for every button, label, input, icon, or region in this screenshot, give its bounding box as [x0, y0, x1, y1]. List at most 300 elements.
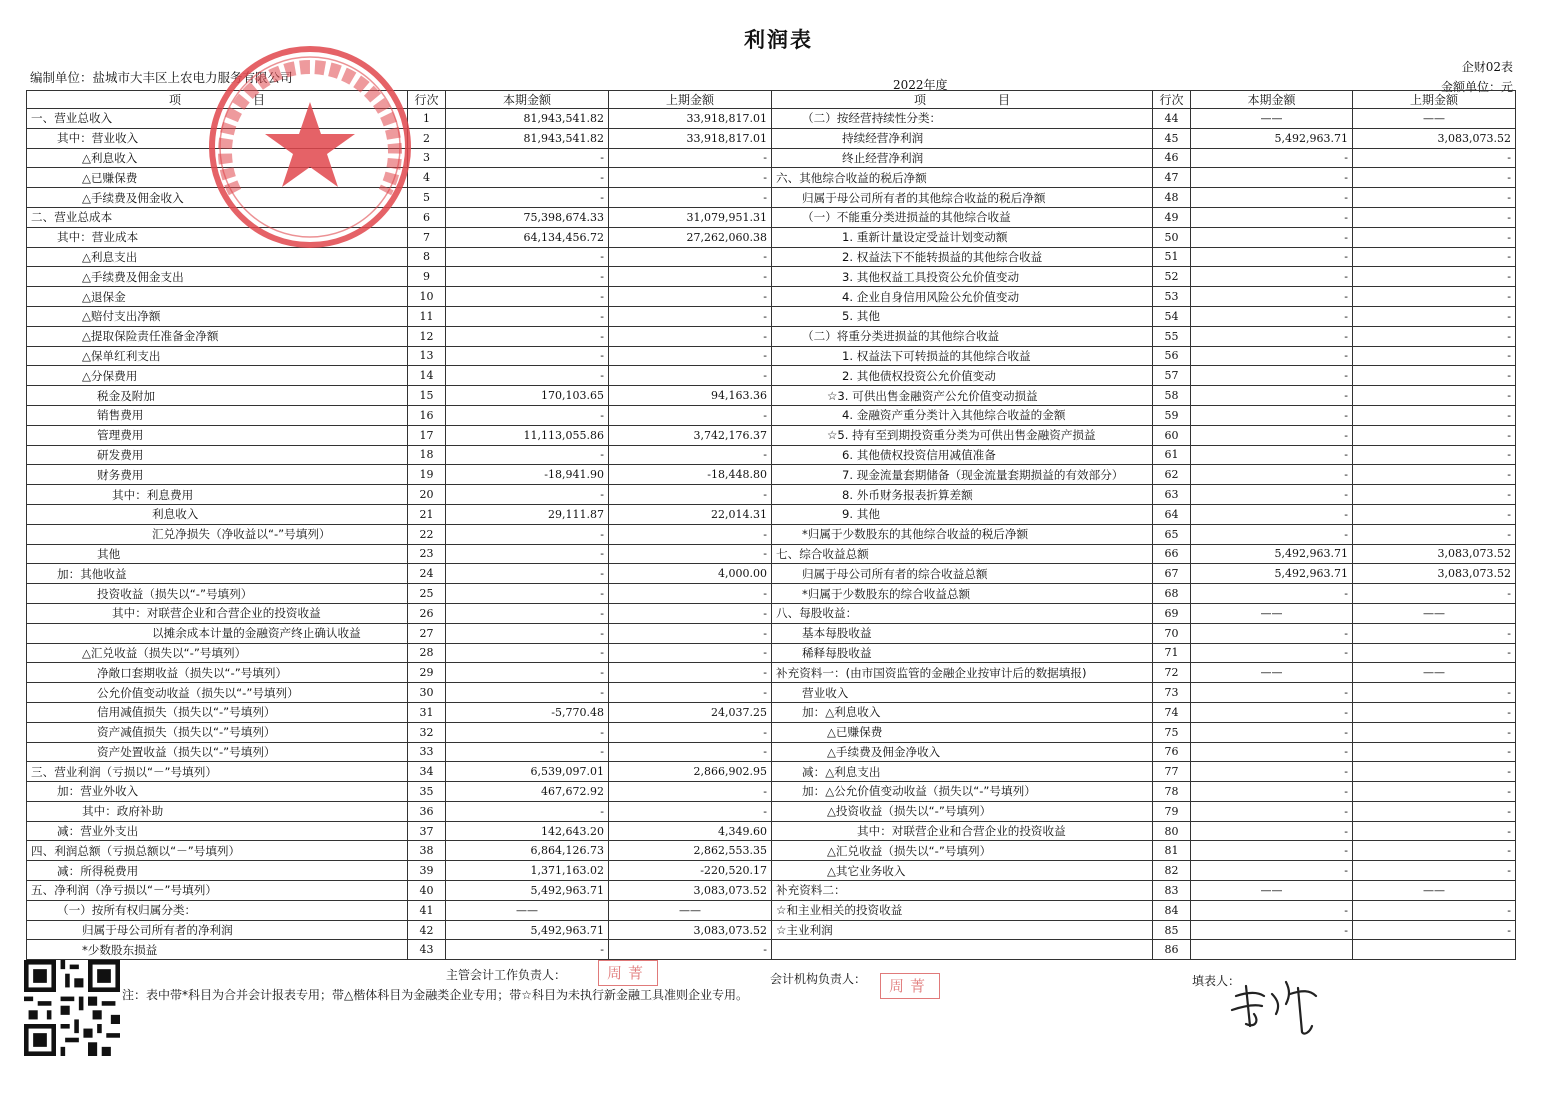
row-item: 其中：营业成本: [27, 227, 408, 247]
table-row: [772, 247, 1516, 267]
row-prior: -: [1353, 861, 1516, 881]
row-line: 64: [1153, 504, 1191, 524]
row-line: 9: [408, 267, 446, 287]
row-prior: 94,163.36: [609, 386, 772, 406]
row-line: 20: [408, 485, 446, 505]
row-current: -: [1191, 168, 1353, 188]
row-item: △手续费及佣金收入: [27, 188, 408, 208]
row-current: -: [1191, 148, 1353, 168]
row-current: 142,643.20: [446, 821, 609, 841]
row-prior: -18,448.80: [609, 465, 772, 485]
row-current: -: [446, 326, 609, 346]
row-item: *归属于少数股东的综合收益总额: [772, 584, 1153, 604]
row-prior: -: [609, 663, 772, 683]
table-row: [772, 564, 1516, 584]
row-current: -: [1191, 742, 1353, 762]
accounting-head-stamp: 周菁: [880, 973, 940, 999]
row-current: ——: [1191, 881, 1353, 901]
row-current: -: [1191, 623, 1353, 643]
row-current: -: [1191, 722, 1353, 742]
row-item: 六、其他综合收益的税后净额: [772, 168, 1153, 188]
table-row: [772, 287, 1516, 307]
row-line: 6: [408, 207, 446, 227]
table-row: [27, 702, 772, 722]
row-prior: -: [609, 782, 772, 802]
row-item: 四、利润总额（亏损总额以“－”号填列）: [27, 841, 408, 861]
table-row: [27, 544, 772, 564]
row-current: -: [1191, 207, 1353, 227]
row-prior: -: [609, 544, 772, 564]
row-current: -: [446, 366, 609, 386]
row-line: 86: [1153, 940, 1191, 960]
row-current: -: [446, 247, 609, 267]
row-item: 归属于母公司所有者的综合收益总额: [772, 564, 1153, 584]
header-row: [772, 91, 1516, 109]
row-prior: -: [609, 722, 772, 742]
row-current: -: [1191, 900, 1353, 920]
row-line: 83: [1153, 881, 1191, 901]
table-row: [772, 326, 1516, 346]
row-line: 5: [408, 188, 446, 208]
table-row: [772, 663, 1516, 683]
row-current: -: [1191, 762, 1353, 782]
row-line: 58: [1153, 386, 1191, 406]
row-prior: -: [609, 148, 772, 168]
table-row: [27, 900, 772, 920]
row-current: 467,672.92: [446, 782, 609, 802]
row-item: 其中：对联营企业和合营企业的投资收益: [772, 821, 1153, 841]
row-current: -: [1191, 188, 1353, 208]
col-line: 行次: [1153, 91, 1191, 109]
row-current: -: [446, 445, 609, 465]
row-item: 8. 外币财务报表折算差额: [772, 485, 1153, 505]
row-line: 17: [408, 425, 446, 445]
table-row: [772, 861, 1516, 881]
row-current: -: [1191, 445, 1353, 465]
row-prior: -: [1353, 900, 1516, 920]
row-line: 19: [408, 465, 446, 485]
row-item: △利息支出: [27, 247, 408, 267]
row-item: 3. 其他权益工具投资公允价值变动: [772, 267, 1153, 287]
row-item: 加：△公允价值变动收益（损失以“-”号填列）: [772, 782, 1153, 802]
table-row: [772, 801, 1516, 821]
table-row: [772, 881, 1516, 901]
row-line: 49: [1153, 207, 1191, 227]
table-row: [772, 425, 1516, 445]
row-item: 1. 重新计量设定受益计划变动额: [772, 227, 1153, 247]
row-item: △汇兑收益（损失以“-”号填列）: [27, 643, 408, 663]
row-current: ——: [1191, 109, 1353, 129]
row-current: -: [446, 524, 609, 544]
row-current: -: [1191, 920, 1353, 940]
row-prior: -: [609, 168, 772, 188]
row-prior: 3,083,073.52: [1353, 128, 1516, 148]
row-prior: 31,079,951.31: [609, 207, 772, 227]
row-prior: -: [1353, 267, 1516, 287]
preparer-label: 填表人：: [1192, 974, 1241, 988]
row-current: -: [1191, 504, 1353, 524]
row-line: 65: [1153, 524, 1191, 544]
row-current: -: [1191, 366, 1353, 386]
reporting-entity: 编制单位：盐城市大丰区上农电力服务有限公司: [30, 70, 293, 85]
table-row: [772, 524, 1516, 544]
table-row: [27, 623, 772, 643]
row-item: 归属于母公司所有者的净利润: [27, 920, 408, 940]
row-current: -: [1191, 227, 1353, 247]
row-item: 7. 现金流量套期储备（现金流量套期损益的有效部分）: [772, 465, 1153, 485]
row-item: 资产减值损失（损失以“-”号填列）: [27, 722, 408, 742]
table-row: [27, 287, 772, 307]
row-current: -: [446, 643, 609, 663]
row-current: -: [446, 287, 609, 307]
row-line: 27: [408, 623, 446, 643]
row-item: △其它业务收入: [772, 861, 1153, 881]
row-prior: -: [1353, 742, 1516, 762]
row-item: ☆3. 可供出售金融资产公允价值变动损益: [772, 386, 1153, 406]
row-current: -: [1191, 306, 1353, 326]
table-row: [772, 603, 1516, 623]
table-row: [772, 465, 1516, 485]
row-prior: -: [1353, 148, 1516, 168]
col-current: 本期金额: [1191, 91, 1353, 109]
row-line: 11: [408, 306, 446, 326]
row-line: 40: [408, 881, 446, 901]
table-row: [27, 584, 772, 604]
table-row: [27, 405, 772, 425]
table-row: [772, 683, 1516, 703]
row-prior: -: [609, 346, 772, 366]
col-item: 项 目: [27, 91, 408, 109]
row-line: 50: [1153, 227, 1191, 247]
row-prior: -: [1353, 465, 1516, 485]
row-line: 29: [408, 663, 446, 683]
row-item: *归属于少数股东的其他综合收益的税后净额: [772, 524, 1153, 544]
row-item: △提取保险责任准备金净额: [27, 326, 408, 346]
row-current: -: [446, 801, 609, 821]
row-line: 69: [1153, 603, 1191, 623]
qr-code: [24, 960, 120, 1056]
row-current: 81,943,541.82: [446, 109, 609, 129]
table-row: [772, 386, 1516, 406]
row-line: 56: [1153, 346, 1191, 366]
row-prior: -: [609, 188, 772, 208]
row-prior: 4,349.60: [609, 821, 772, 841]
table-row: [27, 821, 772, 841]
row-line: 60: [1153, 425, 1191, 445]
row-prior: -: [609, 584, 772, 604]
row-line: 80: [1153, 821, 1191, 841]
row-current: -: [1191, 841, 1353, 861]
row-item: ☆5. 持有至到期投资重分类为可供出售金融资产损益: [772, 425, 1153, 445]
row-prior: -: [1353, 702, 1516, 722]
row-line: 8: [408, 247, 446, 267]
row-current: -: [1191, 247, 1353, 267]
row-prior: 33,918,817.01: [609, 128, 772, 148]
row-item: △投资收益（损失以“-”号填列）: [772, 801, 1153, 821]
row-line: 21: [408, 504, 446, 524]
row-prior: -: [1353, 623, 1516, 643]
row-current: -: [1191, 346, 1353, 366]
row-item: △手续费及佣金净收入: [772, 742, 1153, 762]
table-row: [772, 188, 1516, 208]
row-current: 6,864,126.73: [446, 841, 609, 861]
row-current: 64,134,456.72: [446, 227, 609, 247]
row-prior: -: [1353, 504, 1516, 524]
row-item: ☆主业利润: [772, 920, 1153, 940]
row-line: 85: [1153, 920, 1191, 940]
row-prior: 3,742,176.37: [609, 425, 772, 445]
table-row: [772, 900, 1516, 920]
row-line: 53: [1153, 287, 1191, 307]
table-row: [772, 643, 1516, 663]
row-current: 5,492,963.71: [446, 881, 609, 901]
row-item: 资产处置收益（损失以“-”号填列）: [27, 742, 408, 762]
row-item: 加：营业外收入: [27, 782, 408, 802]
row-prior: -: [1353, 821, 1516, 841]
row-current: 5,492,963.71: [1191, 128, 1353, 148]
row-prior: -: [609, 801, 772, 821]
row-prior: -: [609, 445, 772, 465]
table-row: [27, 940, 772, 960]
row-current: ——: [1191, 603, 1353, 623]
row-line: 77: [1153, 762, 1191, 782]
row-current: 11,113,055.86: [446, 425, 609, 445]
row-current: -: [446, 603, 609, 623]
row-prior: -: [1353, 485, 1516, 505]
table-row: [772, 366, 1516, 386]
row-line: 15: [408, 386, 446, 406]
row-item: 减：所得税费用: [27, 861, 408, 881]
row-item: △汇兑收益（损失以“-”号填列）: [772, 841, 1153, 861]
row-current: -: [446, 564, 609, 584]
row-line: 42: [408, 920, 446, 940]
row-line: 44: [1153, 109, 1191, 129]
row-current: -: [446, 742, 609, 762]
row-line: 78: [1153, 782, 1191, 802]
row-prior: -: [1353, 445, 1516, 465]
row-prior: 22,014.31: [609, 504, 772, 524]
row-current: -: [446, 168, 609, 188]
table-row: [772, 940, 1516, 960]
row-current: -: [1191, 425, 1353, 445]
row-line: 48: [1153, 188, 1191, 208]
row-line: 12: [408, 326, 446, 346]
row-line: 32: [408, 722, 446, 742]
row-item: 4. 企业自身信用风险公允价值变动: [772, 287, 1153, 307]
row-prior: -: [609, 643, 772, 663]
row-current: -: [446, 544, 609, 564]
row-item: 9. 其他: [772, 504, 1153, 524]
row-line: 34: [408, 762, 446, 782]
row-prior: 2,866,902.95: [609, 762, 772, 782]
row-line: 16: [408, 405, 446, 425]
row-item: （一）不能重分类进损益的其他综合收益: [772, 207, 1153, 227]
table-row: [27, 663, 772, 683]
row-item: ☆和主业相关的投资收益: [772, 900, 1153, 920]
table-row: [772, 544, 1516, 564]
row-current: 170,103.65: [446, 386, 609, 406]
row-line: 76: [1153, 742, 1191, 762]
row-item: 补充资料一：(由市国资监管的金融企业按审计后的数据填报): [772, 663, 1153, 683]
row-item: 研发费用: [27, 445, 408, 465]
table-row: [27, 722, 772, 742]
row-current: -: [446, 405, 609, 425]
row-prior: -: [609, 623, 772, 643]
row-prior: -: [1353, 584, 1516, 604]
row-item: （二）按经营持续性分类：: [772, 109, 1153, 129]
row-prior: -: [1353, 920, 1516, 940]
table-row: [772, 821, 1516, 841]
row-item: △退保金: [27, 287, 408, 307]
row-prior: -: [1353, 227, 1516, 247]
table-row: [27, 524, 772, 544]
row-prior: -: [609, 940, 772, 960]
row-line: 46: [1153, 148, 1191, 168]
row-item: 其中：营业收入: [27, 128, 408, 148]
row-item: 加：其他收益: [27, 564, 408, 584]
row-current: -: [446, 188, 609, 208]
row-item: 汇兑净损失（净收益以“-”号填列）: [27, 524, 408, 544]
row-item: △已赚保费: [27, 168, 408, 188]
col-prior: 上期金额: [1353, 91, 1516, 109]
row-current: 81,943,541.82: [446, 128, 609, 148]
table-row: [27, 801, 772, 821]
row-item: 三、营业利润（亏损以“－”号填列）: [27, 762, 408, 782]
chief-accountant-label: 主管会计工作负责人：: [446, 968, 567, 982]
table-row: [772, 782, 1516, 802]
table-row: [27, 683, 772, 703]
row-item: *少数股东损益: [27, 940, 408, 960]
table-row: [772, 207, 1516, 227]
row-item: 加：△利息收入: [772, 702, 1153, 722]
row-line: 26: [408, 603, 446, 623]
row-line: 36: [408, 801, 446, 821]
row-current: -: [1191, 861, 1353, 881]
row-item: 持续经营净利润: [772, 128, 1153, 148]
row-prior: -: [1353, 306, 1516, 326]
row-prior: ——: [1353, 603, 1516, 623]
row-item: △手续费及佣金支出: [27, 267, 408, 287]
row-prior: 27,262,060.38: [609, 227, 772, 247]
row-prior: -: [1353, 207, 1516, 227]
table-row: [772, 267, 1516, 287]
report-year: 2022年度: [893, 78, 948, 92]
row-line: 82: [1153, 861, 1191, 881]
table-row: [772, 306, 1516, 326]
table-row: [772, 346, 1516, 366]
row-item: 1. 权益法下可转损益的其他综合收益: [772, 346, 1153, 366]
row-prior: -: [609, 524, 772, 544]
row-line: 1: [408, 109, 446, 129]
row-line: 67: [1153, 564, 1191, 584]
row-current: 5,492,963.71: [1191, 564, 1353, 584]
accounting-head-label: 会计机构负责人：: [770, 972, 867, 986]
row-prior: -: [1353, 683, 1516, 703]
row-current: -: [1191, 643, 1353, 663]
row-current: -: [1191, 485, 1353, 505]
row-line: 47: [1153, 168, 1191, 188]
row-current: -: [1191, 801, 1353, 821]
row-item: 二、营业总成本: [27, 207, 408, 227]
income-statement-right: [771, 90, 1516, 960]
table-row: [27, 881, 772, 901]
row-item: 七、综合收益总额: [772, 544, 1153, 564]
row-current: -: [1191, 524, 1353, 544]
row-item: 基本每股收益: [772, 623, 1153, 643]
table-row: [772, 485, 1516, 505]
row-line: 28: [408, 643, 446, 663]
footnote: 注：表中带*科目为合并会计报表专用；带△楷体科目为金融类企业专用；带☆科目为未执行新金融工具准则企业专用。: [122, 988, 748, 1002]
row-line: 43: [408, 940, 446, 960]
table-row: [27, 386, 772, 406]
row-current: 6,539,097.01: [446, 762, 609, 782]
row-prior: -: [1353, 326, 1516, 346]
row-line: 81: [1153, 841, 1191, 861]
row-prior: -: [609, 366, 772, 386]
row-item: 五、净利润（净亏损以“－”号填列）: [27, 881, 408, 901]
row-prior: -: [1353, 801, 1516, 821]
row-line: 18: [408, 445, 446, 465]
row-line: 66: [1153, 544, 1191, 564]
row-prior: -: [609, 326, 772, 346]
row-item: [772, 940, 1153, 960]
row-prior: 33,918,817.01: [609, 109, 772, 129]
report-title: 利润表: [744, 28, 813, 52]
col-prior: 上期金额: [609, 91, 772, 109]
row-prior: -220,520.17: [609, 861, 772, 881]
row-current: -: [1191, 465, 1353, 485]
row-line: 79: [1153, 801, 1191, 821]
row-line: 24: [408, 564, 446, 584]
row-item: （二）将重分类进损益的其他综合收益: [772, 326, 1153, 346]
table-row: [27, 841, 772, 861]
row-item: 管理费用: [27, 425, 408, 445]
row-line: 72: [1153, 663, 1191, 683]
row-item: 减：营业外支出: [27, 821, 408, 841]
row-line: 61: [1153, 445, 1191, 465]
table-row: [27, 465, 772, 485]
table-row: [27, 643, 772, 663]
row-prior: -: [609, 306, 772, 326]
row-prior: -: [609, 683, 772, 703]
table-row: [772, 920, 1516, 940]
row-item: 其中：对联营企业和合营企业的投资收益: [27, 603, 408, 623]
col-current: 本期金额: [446, 91, 609, 109]
row-prior: ——: [609, 900, 772, 920]
table-row: [772, 504, 1516, 524]
row-line: 51: [1153, 247, 1191, 267]
table-row: [772, 742, 1516, 762]
table-row: [772, 148, 1516, 168]
row-line: 41: [408, 900, 446, 920]
table-row: [27, 782, 772, 802]
table-row: [27, 742, 772, 762]
row-prior: -: [1353, 782, 1516, 802]
row-line: 13: [408, 346, 446, 366]
row-item: △已赚保费: [772, 722, 1153, 742]
row-line: 23: [408, 544, 446, 564]
row-line: 52: [1153, 267, 1191, 287]
table-row: [772, 227, 1516, 247]
row-prior: -: [1353, 643, 1516, 663]
row-item: 八、每股收益：: [772, 603, 1153, 623]
table-row: [27, 564, 772, 584]
row-current: -: [1191, 287, 1353, 307]
row-item: 6. 其他债权投资信用减值准备: [772, 445, 1153, 465]
row-item: 财务费用: [27, 465, 408, 485]
row-item: 税金及附加: [27, 386, 408, 406]
row-current: -: [1191, 326, 1353, 346]
